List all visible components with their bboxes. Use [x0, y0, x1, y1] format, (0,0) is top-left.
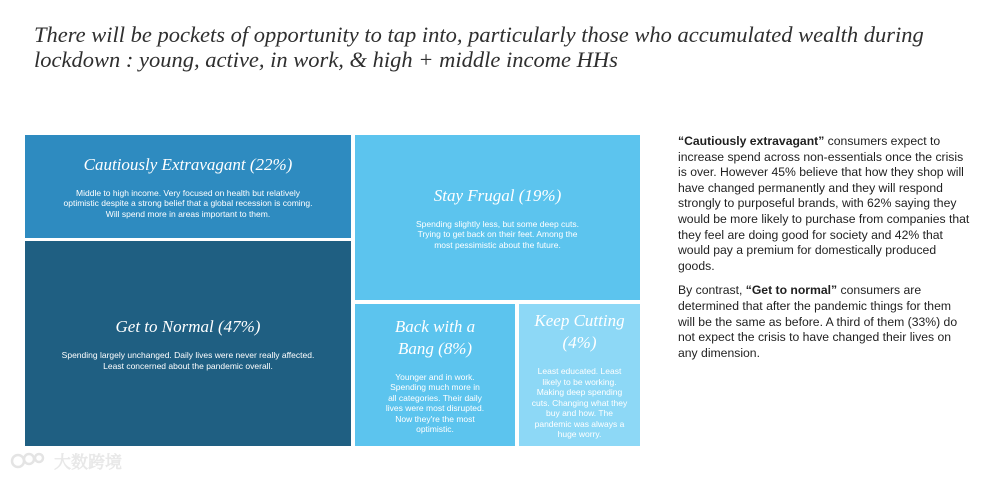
tile-get-to-normal [25, 241, 351, 446]
watermark-logo [10, 448, 122, 473]
page-title: There will be pockets of opportunity to tap into, particularly those who accumulated wealth during lockdown : young, active, in work, & high + middle income HHs [34, 22, 924, 72]
tile-description-keep-cutting: Least educated. Least likely to be working. Making deep spending cuts. Changing what they buy and how. The pandemic was always a huge worry. [531, 366, 628, 440]
tile-label-keep-cutting: Keep Cutting (4%) [534, 311, 625, 353]
tile-label-back-with-a-bang: Back with a Bang (8%) [394, 316, 476, 358]
commentary-text-2: consumers are determined that after the pandemic things for them will be the same as before. A third of them (33%) do not expect the crisis to have changed their lives on any dimension. [678, 283, 958, 360]
commentary-text-1: consumers expect to increase spend across non-essentials once the crisis is over. However 45% believe that how they shop will have changed permanently and they will respond strongly to purposeful brands, with 62% saying they would be more likely to purchase from companies that they feel are doing good for society and 42% that would pay a premium for domestically produced goods. [678, 134, 970, 273]
tile-description-back-with-a-bang: Younger and in work. Spending much more in all categories. Their daily lives were most disrupted. Now they're the most optimistic. [385, 371, 485, 434]
tile-description-get-to-normal: Spending largely unchanged. Daily lives were never really affected. Least concerned about the pandemic overall. [61, 350, 315, 371]
brand-logo-icon [10, 450, 50, 472]
tile-keep-cutting [519, 304, 640, 446]
commentary-panel [678, 134, 970, 370]
tile-back-with-a-bang [355, 304, 515, 446]
commentary-paragraph-1 [678, 134, 970, 274]
tile-stay-frugal [355, 135, 640, 300]
tile-label-stay-frugal: Stay Frugal (19%) [433, 185, 562, 205]
commentary-paragraph-2 [678, 283, 970, 361]
commentary-term-cautiously-extravagant: “Cautiously extravagant” [678, 134, 825, 148]
tile-description-cautiously-extravagant: Middle to high income. Very focused on health but relatively optimistic despite a strong belief that a global recession is coming. Will spend more in areas important to them. [63, 187, 313, 219]
watermark-text: 大数跨境 [54, 453, 122, 472]
tile-cautiously-extravagant [25, 135, 351, 238]
tile-label-cautiously-extravagant: Cautiously Extravagant (22%) [83, 154, 293, 174]
commentary-term-get-to-normal: “Get to normal” [745, 283, 838, 298]
commentary-lead-2: By contrast, [678, 283, 746, 298]
tile-label-get-to-normal: Get to Normal (47%) [115, 317, 261, 336]
tile-description-stay-frugal: Spending slightly less, but some deep cuts. Trying to get back on their feet. Among the most pessimistic about the future. [415, 218, 579, 250]
